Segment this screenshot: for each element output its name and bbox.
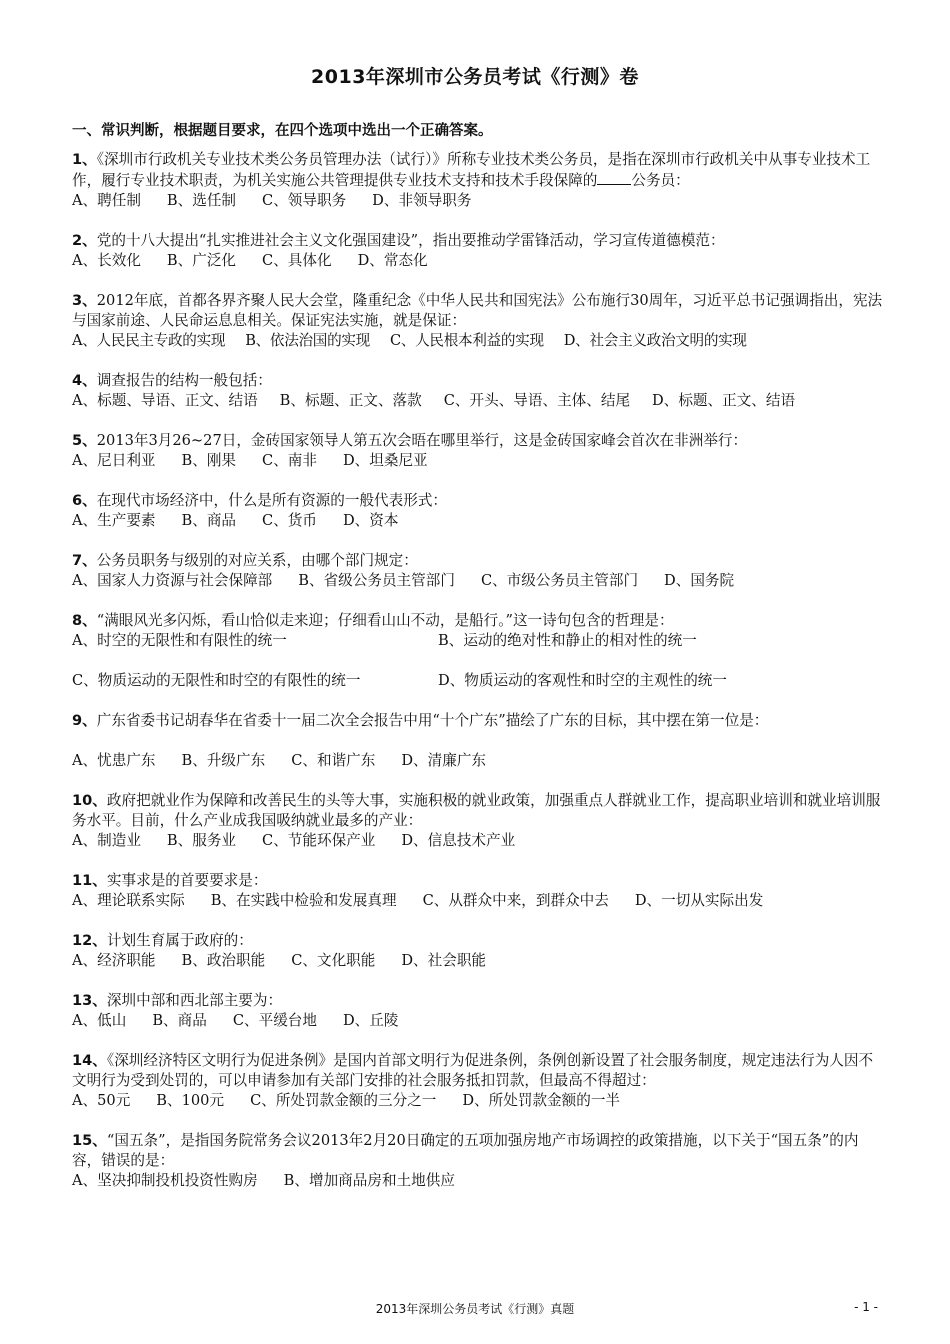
question-text: 计划生育属于政府的： bbox=[106, 932, 253, 949]
option: A、聘任制 bbox=[72, 192, 141, 209]
question-text: 实事求是的首要要求是： bbox=[106, 872, 268, 889]
question-stem bbox=[72, 711, 884, 731]
question-text: 调查报告的结构一般包括： bbox=[96, 372, 272, 389]
option: C、市级公务员主管部门 bbox=[480, 572, 639, 589]
question-number: 12、 bbox=[72, 932, 107, 949]
question-text: “满眼风光多闪烁，看山恰似走来迎；仔细看山山不动，是船行。”这一诗句包含的哲理是： bbox=[96, 612, 674, 629]
option: B、增加商品房和土地供应 bbox=[283, 1172, 455, 1189]
question-stem bbox=[72, 431, 884, 451]
option: A、理论联系实际 bbox=[72, 892, 185, 909]
option: B、政治职能 bbox=[181, 952, 266, 969]
option: D、标题、正文、结语 bbox=[652, 392, 796, 409]
question-text: 2013年3月26~27日，金砖国家领导人第五次会晤在哪里举行，这是金砖国家峰会首次在非洲举行： bbox=[96, 432, 748, 449]
page-number: - 1 - bbox=[854, 1300, 878, 1314]
option: A、国家人力资源与社会保障部 bbox=[72, 572, 273, 589]
option: A、50元 bbox=[72, 1092, 131, 1109]
question bbox=[72, 611, 884, 691]
options-row bbox=[72, 631, 884, 651]
question-text: 2012年底，首都各界齐聚人民大会堂，隆重纪念《中华人民共和国宪法》公布施行30周年，习近平总书记强调指出，宪法与国家前途、人民命运息息相关。保证宪法实施，就是保证： bbox=[72, 292, 883, 329]
option: D、物质运动的客观性和时空的主观性的统一 bbox=[438, 672, 727, 689]
question-number: 9、 bbox=[72, 712, 97, 729]
question bbox=[72, 371, 884, 411]
options-row bbox=[72, 1091, 884, 1111]
question-text: 深圳中部和西北部主要为： bbox=[106, 992, 283, 1009]
option: A、生产要素 bbox=[72, 512, 156, 529]
answer-blank bbox=[597, 170, 631, 185]
question-number: 11、 bbox=[72, 872, 107, 889]
options-row bbox=[72, 951, 884, 971]
question-number: 15、 bbox=[72, 1132, 107, 1149]
question-number: 13、 bbox=[72, 992, 107, 1009]
question-stem bbox=[72, 291, 884, 331]
options-row bbox=[72, 571, 884, 591]
option: C、从群众中来，到群众中去 bbox=[422, 892, 609, 909]
question-stem bbox=[72, 1131, 884, 1171]
question bbox=[72, 150, 884, 211]
question-text: 广东省委书记胡春华在省委十一届二次全会报告中用“十个广东”描绘了广东的目标，其中摆在第一位是： bbox=[96, 712, 769, 729]
question-stem bbox=[72, 231, 884, 251]
question-stem bbox=[72, 371, 884, 391]
option: B、省级公务员主管部门 bbox=[298, 572, 455, 589]
question-stem bbox=[72, 871, 884, 891]
option: D、所处罚款金额的一半 bbox=[462, 1092, 621, 1109]
question-stem bbox=[72, 991, 884, 1011]
option: D、资本 bbox=[342, 512, 399, 529]
option: B、升级广东 bbox=[181, 752, 266, 769]
option: A、尼日利亚 bbox=[72, 452, 156, 469]
option: D、坦桑尼亚 bbox=[342, 452, 428, 469]
option: C、物质运动的无限性和时空的有限性的统一 bbox=[72, 672, 361, 689]
options-row bbox=[72, 391, 884, 411]
option: C、南非 bbox=[262, 452, 317, 469]
question-text: “国五条”，是指国务院常务会议2013年2月20日确定的五项加强房地产市场调控的政策措施，以下关于“国五条”的内容，错误的是： bbox=[72, 1132, 859, 1169]
option: D、非领导职务 bbox=[372, 192, 472, 209]
question bbox=[72, 491, 884, 531]
option: A、坚决抑制投机投资性购房 bbox=[72, 1172, 258, 1189]
options-row bbox=[72, 671, 884, 691]
question-text: 在现代市场经济中，什么是所有资源的一般代表形式： bbox=[96, 492, 448, 509]
option: B、广泛化 bbox=[166, 252, 237, 269]
options-row bbox=[72, 451, 884, 471]
question bbox=[72, 431, 884, 471]
question-number: 2、 bbox=[72, 232, 97, 249]
question-stem bbox=[72, 931, 884, 951]
question-number: 6、 bbox=[72, 492, 97, 509]
option: D、国务院 bbox=[664, 572, 735, 589]
question-stem bbox=[72, 1051, 884, 1091]
question-stem bbox=[72, 791, 884, 831]
option: A、时空的无限性和有限性的统一 bbox=[72, 632, 287, 649]
options-row bbox=[72, 1171, 884, 1191]
question-number: 14、 bbox=[72, 1052, 107, 1069]
question-text: 《深圳经济特区文明行为促进条例》是国内首部文明行为促进条例，条例创新设置了社会服务制度，规定违法行为人因不文明行为受到处罚的，可以申请参加有关部门安排的社会服务抵扣罚款，但最高不得超过： bbox=[72, 1052, 874, 1089]
question-number: 7、 bbox=[72, 552, 97, 569]
document-title: 2013年深圳市公务员考试《行测》卷 bbox=[311, 66, 639, 88]
question-text: 《深圳市行政机关专业技术类公务员管理办法（试行）》所称专业技术类公务员，是指在深圳市行政机关中从事专业技术工作，履行专业技术职责，为机关实施公共管理提供专业技术支持和技术手段保障的 bbox=[72, 151, 871, 189]
question-stem bbox=[72, 491, 884, 511]
question-number: 8、 bbox=[72, 612, 97, 629]
question bbox=[72, 871, 884, 911]
option: A、长效化 bbox=[72, 252, 141, 269]
question-stem bbox=[72, 551, 884, 571]
question-text: 党的十八大提出“扎实推进社会主义文化强国建设”，指出要推动学雷锋活动，学习宣传道德模范： bbox=[96, 232, 725, 249]
option: A、人民民主专政的实现 bbox=[72, 332, 226, 349]
question-text: 公务员职务与级别的对应关系，由哪个部门规定： bbox=[96, 552, 418, 569]
question bbox=[72, 1131, 884, 1191]
option: D、社会职能 bbox=[401, 952, 487, 969]
option: C、货币 bbox=[262, 512, 317, 529]
page-footer bbox=[0, 1300, 950, 1322]
footer-title: 2013年深圳公务员考试《行测》真题 bbox=[375, 1302, 575, 1316]
option: C、所处罚款金额的三分之一 bbox=[250, 1092, 437, 1109]
option: C、开头、导语、主体、结尾 bbox=[443, 392, 631, 409]
options-row bbox=[72, 831, 884, 851]
question bbox=[72, 291, 884, 351]
question bbox=[72, 1211, 884, 1231]
option: B、标题、正文、落款 bbox=[279, 392, 422, 409]
option: A、标题、导语、正文、结语 bbox=[72, 392, 258, 409]
question bbox=[72, 711, 884, 771]
question bbox=[72, 551, 884, 591]
options-row bbox=[72, 1011, 884, 1031]
options-row bbox=[72, 751, 884, 771]
option: C、具体化 bbox=[262, 252, 332, 269]
question-list bbox=[72, 150, 884, 1251]
question-stem bbox=[72, 150, 884, 191]
options-row bbox=[72, 1211, 884, 1231]
options-row bbox=[72, 511, 884, 531]
option: B、商品 bbox=[181, 512, 237, 529]
option: C、平缓台地 bbox=[232, 1012, 317, 1029]
option: D、一切从实际出发 bbox=[634, 892, 764, 909]
option: B、在实践中检验和发展真理 bbox=[210, 892, 397, 909]
options-row bbox=[72, 251, 884, 271]
option: B、100元 bbox=[156, 1092, 225, 1109]
option: D、常态化 bbox=[357, 252, 428, 269]
option: B、商品 bbox=[152, 1012, 207, 1029]
option: D、信息技术产业 bbox=[401, 832, 516, 849]
option: B、选任制 bbox=[166, 192, 237, 209]
option: A、忧患广东 bbox=[72, 752, 156, 769]
option: A、低山 bbox=[72, 1012, 127, 1029]
options-row bbox=[72, 331, 884, 351]
option: B、依法治国的实现 bbox=[245, 332, 370, 349]
option: D、社会主义政治文明的实现 bbox=[563, 332, 747, 349]
option: C、文化职能 bbox=[291, 952, 376, 969]
option: D、丘陵 bbox=[342, 1012, 399, 1029]
option: A、经济职能 bbox=[72, 952, 156, 969]
question bbox=[72, 931, 884, 971]
option: D、清廉广东 bbox=[401, 752, 487, 769]
option: C、人民根本利益的实现 bbox=[389, 332, 544, 349]
question-number: 5、 bbox=[72, 432, 97, 449]
option: A、制造业 bbox=[72, 832, 141, 849]
option: C、和谐广东 bbox=[291, 752, 376, 769]
question-number: 10、 bbox=[72, 792, 107, 809]
option: B、运动的绝对性和静止的相对性的统一 bbox=[438, 632, 697, 649]
question bbox=[72, 1051, 884, 1111]
section-heading: 一、常识判断，根据题目要求，在四个选项中选出一个正确答案。 bbox=[72, 123, 493, 139]
question bbox=[72, 791, 884, 851]
question bbox=[72, 231, 884, 271]
option: B、刚果 bbox=[181, 452, 237, 469]
question-text: 政府把就业作为保障和改善民生的头等大事，实施积极的就业政策，加强重点人群就业工作，提高职业培训和就业培训服务水平。目前，什么产业成我国吸纳就业最多的产业： bbox=[72, 792, 881, 829]
options-row bbox=[72, 191, 884, 211]
question-text-tail: 公务员： bbox=[631, 172, 690, 189]
options-row bbox=[72, 891, 884, 911]
question-stem bbox=[72, 611, 884, 631]
question-number: 3、 bbox=[72, 292, 97, 309]
option: C、节能环保产业 bbox=[262, 832, 376, 849]
question-number: 4、 bbox=[72, 372, 97, 389]
question-number: 1、 bbox=[72, 151, 97, 168]
option: B、服务业 bbox=[166, 832, 237, 849]
question bbox=[72, 991, 884, 1031]
option: C、领导职务 bbox=[262, 192, 347, 209]
